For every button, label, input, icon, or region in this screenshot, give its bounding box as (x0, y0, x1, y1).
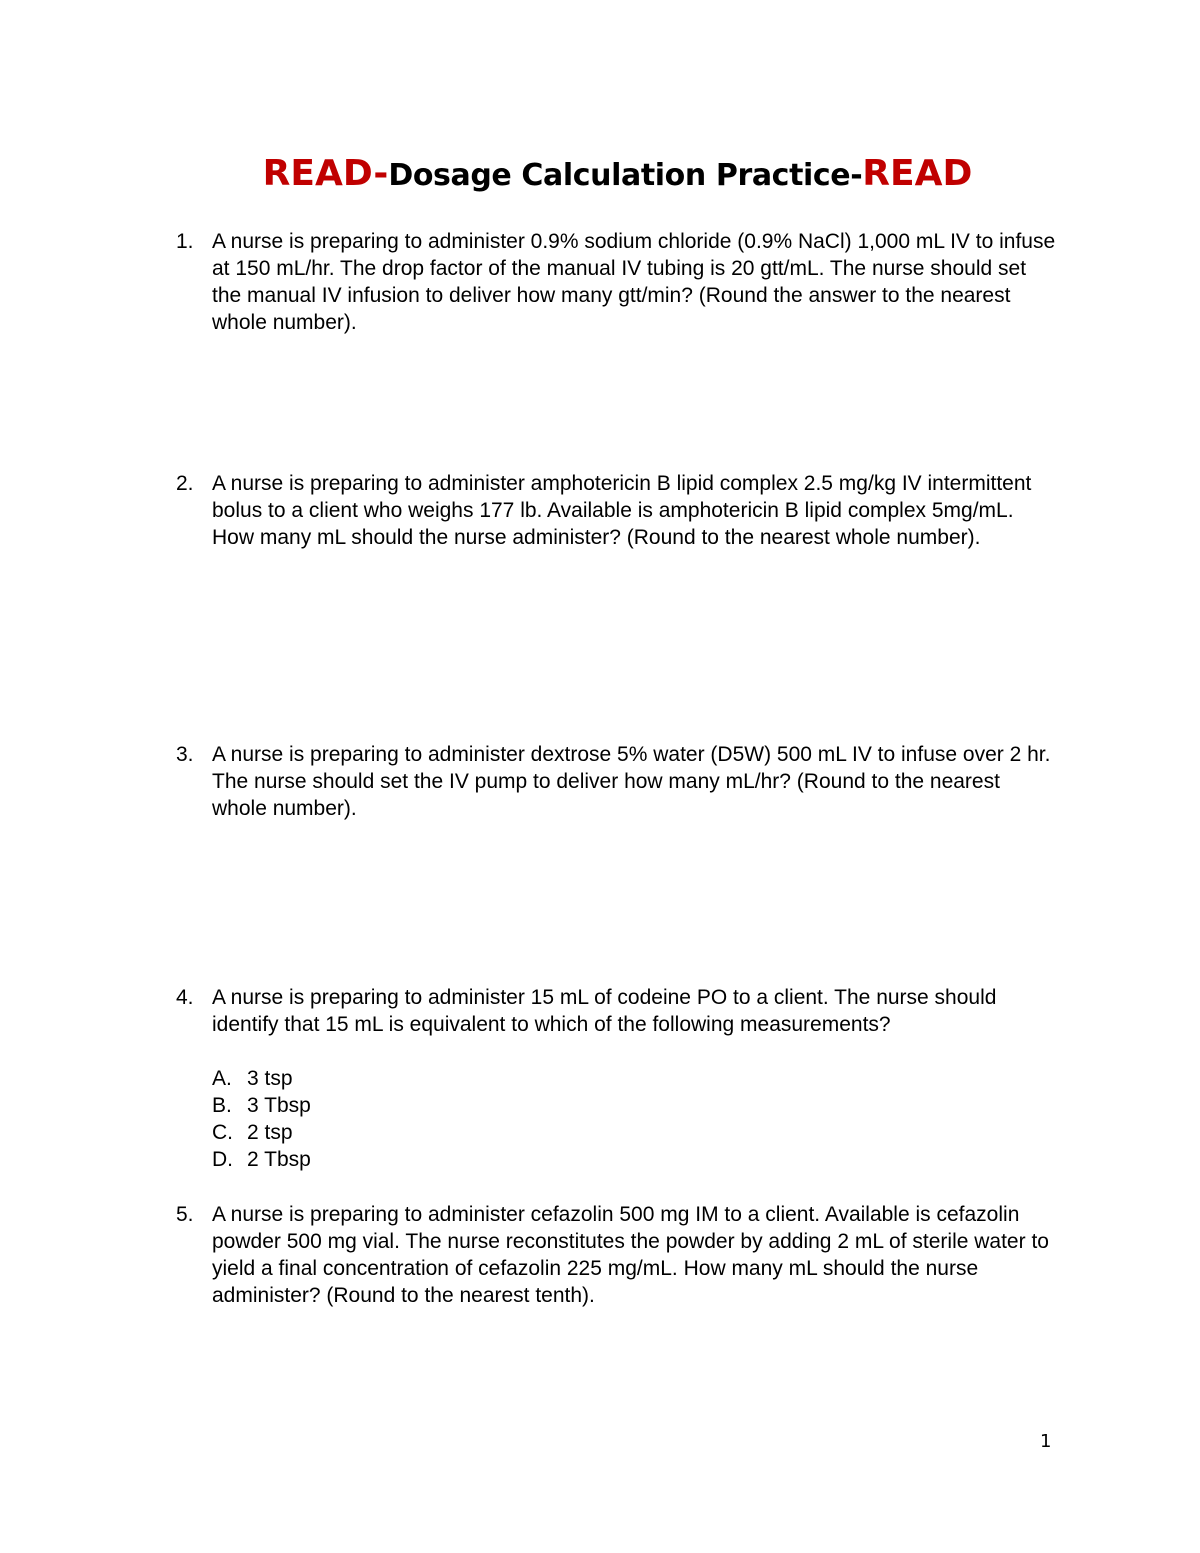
option-a (212, 1065, 1056, 1092)
question-3 (176, 741, 1056, 822)
page-title (0, 148, 1200, 202)
option-b (212, 1092, 1056, 1119)
option-text: 2 Tbsp (247, 1148, 311, 1171)
question-5 (176, 1201, 1056, 1309)
title-main: Dosage Calculation Practice- (388, 158, 863, 193)
option-text: 2 tsp (247, 1121, 293, 1144)
question-text: A nurse is preparing to administer amphotericin B lipid complex 2.5 mg/kg IV intermittent bolus to a client who weighs 177 lb. Available is amphotericin B lipid complex 5mg/mL. How many mL should the nurse administer? (Round to the nearest whole number). (212, 472, 1032, 549)
option-text: 3 Tbsp (247, 1094, 311, 1117)
option-d (212, 1146, 1056, 1173)
question-2 (176, 470, 1056, 551)
title-suffix: READ (862, 153, 973, 194)
question-text: A nurse is preparing to administer dextrose 5% water (D5W) 500 mL IV to infuse over 2 hr. The nurse should set the IV pump to deliver how many mL/hr? (Round to the nearest whole number). (212, 743, 1051, 820)
question-number: 5. (176, 1203, 194, 1226)
question-4 (176, 984, 1056, 1173)
option-letter: C. (212, 1121, 233, 1144)
option-letter: B. (212, 1094, 232, 1117)
question-1 (176, 228, 1056, 336)
page-number: 1 (1040, 1431, 1052, 1452)
question-text: A nurse is preparing to administer cefazolin 500 mg IM to a client. Available is cefazolin powder 500 mg vial. The nurse reconstitutes the powder by adding 2 mL of sterile water to yield a final concentration of cefazolin 225 mg/mL. How many mL should the nurse administer? (Round to the nearest tenth). (212, 1203, 1049, 1307)
option-c (212, 1119, 1056, 1146)
option-letter: D. (212, 1148, 233, 1171)
question-number: 4. (176, 986, 194, 1009)
option-letter: A. (212, 1067, 232, 1090)
question-number: 3. (176, 743, 194, 766)
option-text: 3 tsp (247, 1067, 293, 1090)
question-number: 1. (176, 230, 194, 253)
question-number: 2. (176, 472, 194, 495)
title-prefix: READ- (262, 153, 389, 194)
question-text: A nurse is preparing to administer 0.9% sodium chloride (0.9% NaCl) 1,000 mL IV to infuse at 150 mL/hr. The drop factor of the manual IV tubing is 20 gtt/mL. The nurse should set the manual IV infusion to deliver how many gtt/min? (Round the answer to the nearest whole number). (212, 230, 1056, 334)
answer-options (212, 1065, 1056, 1173)
question-text: A nurse is preparing to administer 15 mL of codeine PO to a client. The nurse should identify that 15 mL is equivalent to which of the following measurements? (212, 986, 997, 1036)
